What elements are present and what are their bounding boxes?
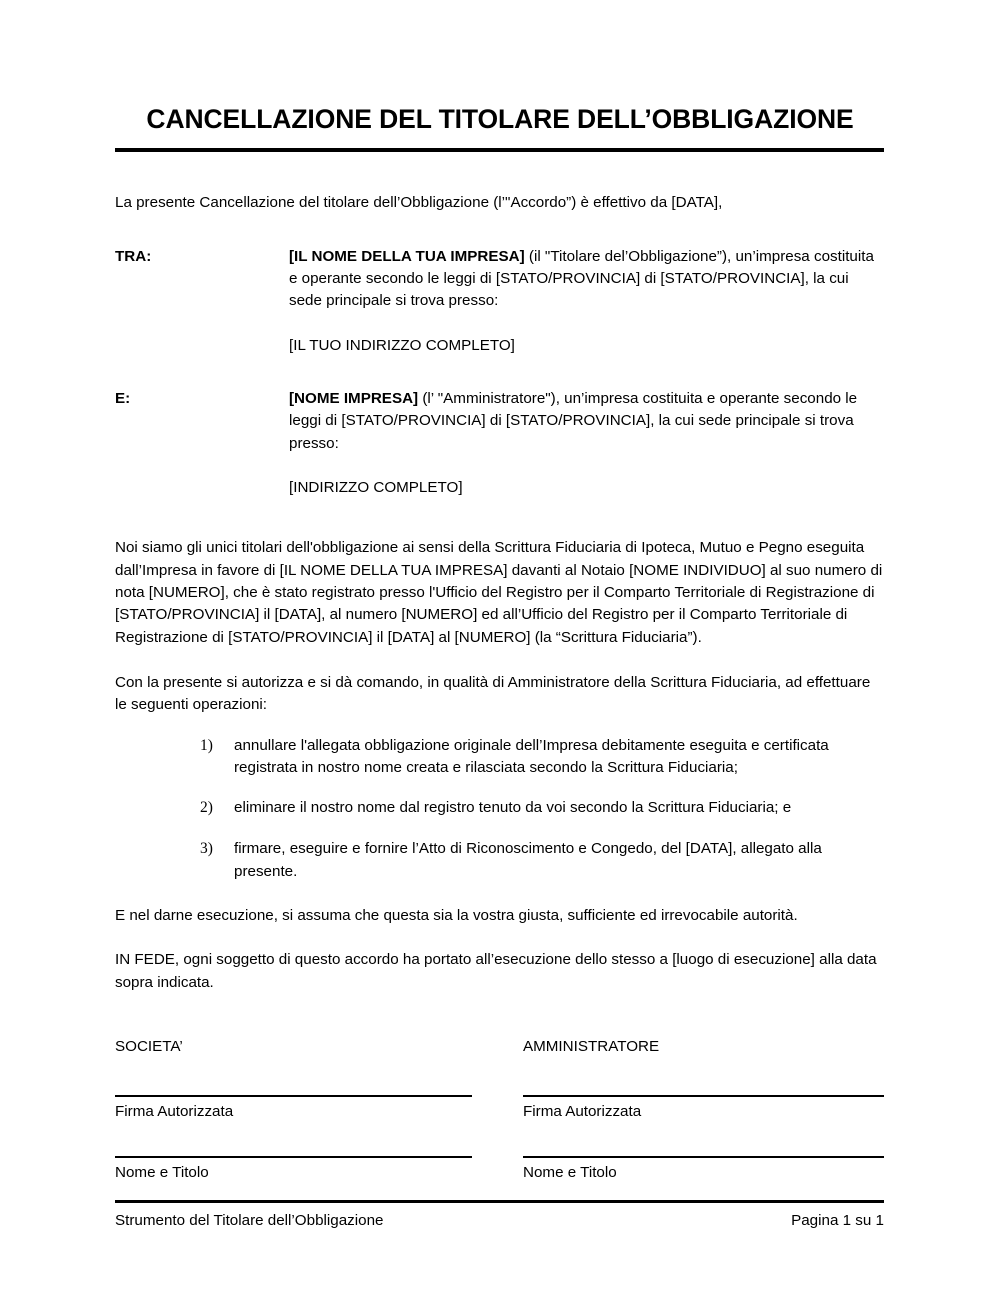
footer-document-name: Strumento del Titolare dell’Obbligazione: [115, 1212, 384, 1229]
signature-line[interactable]: [523, 1156, 884, 1158]
signature-caption: Nome e Titolo: [115, 1163, 209, 1181]
list-item-marker: 2): [200, 799, 213, 817]
list-item: [115, 735, 885, 780]
signature-caption: Firma Autorizzata: [523, 1103, 642, 1121]
party-between-name: [IL NOME DELLA TUA IMPRESA]: [289, 247, 525, 265]
party-and-description: (l’ "Amministratore"), un’impresa costituita e operante secondo le leggi di [STATO/PROVINCIA] di [STATO/PROVINCIA], la cui sede principale si trova presso:: [289, 389, 858, 452]
in-fede-paragraph: IN FEDE, ogni soggetto di questo accordo ha portato all’esecuzione dello stesso a [luogo di esecuzione] alla data sopra indicata.: [115, 951, 877, 991]
signature-block-company-name: [115, 1156, 472, 1184]
footer-divider: [115, 1200, 884, 1203]
signature-block-company-signature: [115, 1095, 472, 1123]
party-and: [115, 388, 885, 499]
footer-row: [115, 1210, 884, 1231]
party-and-address: [INDIRIZZO COMPLETO]: [289, 479, 463, 497]
list-item: [115, 797, 885, 820]
list-item-marker: 1): [200, 736, 213, 754]
operations-list: [115, 735, 885, 883]
authorization-paragraph: Con la presente si autorizza e si dà comando, in qualità di Amministratore della Scrittura Fiduciaria, ad effettuare le seguenti operazioni:: [115, 674, 871, 714]
page-footer: [115, 1200, 884, 1231]
party-between-label: TRA:: [115, 247, 152, 265]
signature-area: [115, 1036, 885, 1184]
signature-caption: Firma Autorizzata: [115, 1103, 234, 1121]
party-between-body: [289, 246, 885, 357]
signature-block-administrator-name: [523, 1156, 884, 1184]
signature-line[interactable]: [115, 1095, 472, 1097]
recital-paragraph: Noi siamo gli unici titolari dell'obbligazione ai sensi della Scrittura Fiduciaria di Ipoteca, Mutuo e Pegno eseguita dall’Impresa in favore di [IL NOME DELLA TUA IMPRESA] davanti al Notaio [NOME INDIVIDUO] al suo numero di nota [NUMERO], che è stato registrato presso l'Ufficio del Registro per il Comparto Territoriale di Registrazione di [STATO/PROVINCIA] il [DATA], al numero [NUMERO] ed all’Ufficio del Registro per il Comparto Territoriale di Registrazione di [STATO/PROVINCIA] il [DATA] al [NUMERO] (la “Scrittura Fiduciaria”).: [115, 539, 883, 646]
party-and-body: [289, 388, 885, 499]
party-and-label: E:: [115, 389, 131, 407]
signature-column-administrator: [523, 1036, 884, 1184]
execution-paragraph: E nel darne esecuzione, si assuma che questa sia la vostra giusta, sufficiente ed irrevocabile autorità.: [115, 906, 798, 924]
intro-paragraph: La presente Cancellazione del titolare dell’Obbligazione (l’"Accordo”) è effettivo da [DATA],: [115, 194, 723, 212]
list-item-text: annullare l'allegata obbligazione originale dell’Impresa debitamente eseguita e certificata registrata in nostro nome creata e rilasciata secondo la Scrittura Fiduciaria;: [234, 736, 829, 777]
signature-block-administrator-signature: [523, 1095, 884, 1123]
signature-heading-administrator: AMMINISTRATORE: [523, 1037, 660, 1055]
signature-line[interactable]: [115, 1156, 472, 1158]
list-item-text: firmare, eseguire e fornire l’Atto di Riconoscimento e Congedo, del [DATA], allegato alla presente.: [234, 840, 822, 880]
party-and-name: [NOME IMPRESA]: [289, 389, 419, 407]
footer-page-number: Pagina 1 su 1: [791, 1212, 884, 1229]
party-between: [115, 246, 885, 357]
list-item: [115, 838, 885, 883]
signature-caption: Nome e Titolo: [523, 1163, 617, 1181]
list-item-marker: 3): [200, 840, 213, 858]
signature-column-company: [115, 1036, 472, 1184]
signature-line[interactable]: [523, 1095, 884, 1097]
page-title: CANCELLAZIONE DEL TITOLARE DELL’OBBLIGAZIONE: [146, 104, 854, 134]
signature-heading-company: SOCIETA’: [115, 1037, 183, 1055]
party-between-address: [IL TUO INDIRIZZO COMPLETO]: [289, 336, 515, 354]
list-item-text: eliminare il nostro nome dal registro tenuto da voi secondo la Scrittura Fiduciaria; e: [234, 799, 792, 817]
party-between-description: (il "Titolare del’Obbligazione”), un’impresa costituita e operante secondo le leggi di [STATO/PROVINCIA] di [STATO/PROVINCIA], la cui sede principale si trova presso:: [289, 247, 874, 310]
